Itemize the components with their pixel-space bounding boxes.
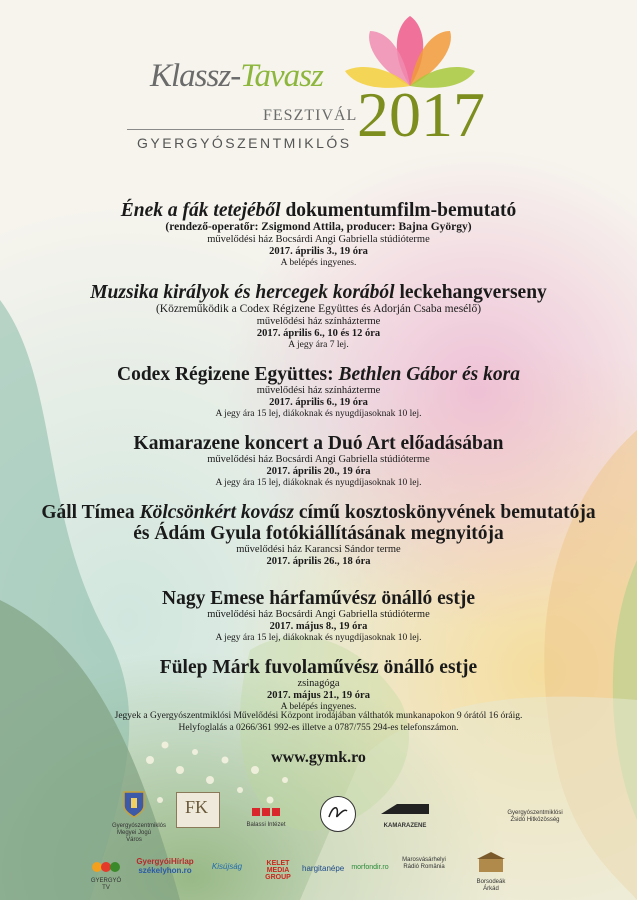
sponsor-hargitanepe: hargitanépe <box>302 864 345 873</box>
event-date: 2017. április 20., 19 óra <box>266 466 371 477</box>
gymk-logo-icon <box>183 793 213 819</box>
sponsor-zsido <box>500 810 570 824</box>
ticket-info-line2: Helyfoglalás a 0266/361 992-es illetve a 0787/755 294-es telefonszámon. <box>178 723 459 733</box>
town-name: GYERGYÓSZENTMIKLÓS <box>137 135 352 151</box>
sponsor-city-label: Gyergyószentmiklós Megyei Jogú Város <box>112 823 167 843</box>
event-2 <box>0 282 637 351</box>
event-7 <box>0 657 637 713</box>
event-price: A jegy ára 15 lej, diákoknak és nyugdíjasoknak 10 lej. <box>215 478 422 488</box>
event-date: 2017. április 6., 10 és 12 óra <box>256 328 381 339</box>
piano-icon <box>377 800 433 818</box>
event-title <box>0 282 637 303</box>
festival-year: 2017 <box>357 79 485 150</box>
event-venue: művelődési ház színházterme <box>256 385 381 396</box>
coat-of-arms-icon <box>122 790 146 818</box>
festival-name-tavasz: Tavasz <box>240 58 323 94</box>
website-link[interactable]: www.gymk.ro <box>271 749 366 766</box>
event-4 <box>0 433 637 489</box>
event-title <box>0 502 637 523</box>
event-subtitle: (Közreműködik a Codex Régizene Együttes és Adorján Csaba mesélő) <box>155 303 482 315</box>
sponsor-balassi <box>234 804 298 829</box>
event-price: A jegy ára 15 lej, diákoknak és nyugdíjasoknak 10 lej. <box>215 409 422 419</box>
sponsor-szekelyhon-label: székelyhon.ro <box>138 866 192 875</box>
event-price: A belépés ingyenes. <box>280 702 357 712</box>
event-title <box>0 364 637 385</box>
event-5 <box>0 502 637 568</box>
balassi-logo-icon <box>252 807 280 817</box>
event-title <box>0 200 637 221</box>
sponsor-gymk <box>176 792 220 828</box>
festival-header <box>0 0 637 185</box>
event-3 <box>0 364 637 420</box>
tv-logo-icon <box>92 861 120 873</box>
sponsor-gyergyo-tv <box>88 860 124 892</box>
event-venue: művelődési ház Bocsárdi Angi Gabriella stúdióterme <box>207 234 430 245</box>
event-6 <box>0 588 637 644</box>
sponsor-hirlap <box>134 857 196 875</box>
sponsor-balassi-label: Balassi Intézet <box>246 822 286 828</box>
event-title-italic: Bethlen Gábor és kora <box>338 364 520 385</box>
logo-divider <box>127 129 344 130</box>
sponsor-kelet: KELET MEDIA GROUP <box>265 860 291 881</box>
event-price: A belépés ingyenes. <box>280 258 357 268</box>
signature-logo-icon <box>323 797 353 827</box>
event-title-italic: Kölcsönkért kovász <box>139 502 294 523</box>
event-venue: művelődési ház Bocsárdi Angi Gabriella stúdióterme <box>207 454 430 465</box>
sponsor-radio <box>396 857 452 871</box>
sponsor-round-logo <box>320 796 356 832</box>
event-title-italic: Ének a fák tetejéből <box>120 200 281 221</box>
festival-name <box>150 58 323 95</box>
sponsor-kamarazene-label: KAMARAZENE <box>383 823 427 829</box>
sponsor-morfondir: morfondir.ro <box>351 864 389 871</box>
festival-name-klassz: Klassz- <box>150 58 241 94</box>
event-venue: művelődési ház Karancsi Sándor terme <box>236 544 401 555</box>
sponsor-city <box>112 790 167 844</box>
event-title-rest: dokumentumfilm-bemutató <box>280 200 517 221</box>
sponsor-zsido-label: Gyergyószentmiklósi Zsidó Hitközösség <box>507 810 563 823</box>
event-1 <box>0 200 637 269</box>
event-date: 2017. április 3., 19 óra <box>269 246 368 257</box>
ticket-info-line1: Jegyek a Gyergyószentmiklósi Művelődési Központ irodájában válthatók munkanapokon 9 órától 16 óráig. <box>114 711 523 721</box>
event-date: 2017. április 26., 18 óra <box>266 556 371 567</box>
ticket-info <box>0 710 637 734</box>
event-date: 2017. április 6., 19 óra <box>269 397 368 408</box>
sponsor-hirlap-label: GyergyóiHírlap <box>136 857 194 866</box>
sponsor-borsodeak <box>474 852 508 893</box>
event-subtitle: (rendező-operatőr: Zsigmond Attila, producer: Bajna György) <box>165 221 472 233</box>
event-venue: művelődési ház Bocsárdi Angi Gabriella stúdióterme <box>207 609 430 620</box>
event-title: Fülep Márk fuvolaművész önálló estje <box>159 657 478 678</box>
building-logo-icon <box>477 852 505 874</box>
event-venue: zsinagóga <box>297 678 340 689</box>
svg-text:FK: FK <box>185 797 209 817</box>
sponsor-kamarazene <box>374 800 436 830</box>
event-title-italic: Muzsika királyok és hercegek korából <box>90 282 395 303</box>
event-list <box>0 200 637 726</box>
event-title-plain: Codex Régizene Együttes: <box>117 364 339 385</box>
event-title-rest: című kosztoskönyvének bemutatója <box>293 502 596 523</box>
event-date: 2017. május 8., 19 óra <box>269 621 368 632</box>
sponsor-kisujsag: Kisújság <box>211 862 243 871</box>
event-title-rest: leckehangverseny <box>394 282 547 303</box>
sponsor-borsodeak-label: Borsodeák Árkád <box>476 879 506 892</box>
event-title-plain: Gáll Tímea <box>41 502 140 523</box>
event-price: A jegy ára 15 lej, diákoknak és nyugdíjasoknak 10 lej. <box>215 633 422 643</box>
event-venue: művelődési ház színházterme <box>256 316 381 327</box>
event-title: Nagy Emese hárfaművész önálló estje <box>161 588 476 609</box>
event-date: 2017. május 21., 19 óra <box>267 690 370 701</box>
sponsor-gyergyo-tv-label: GYERGYÓ TV <box>90 878 122 891</box>
event-price: A jegy ára 7 lej. <box>288 340 349 350</box>
festival-label: FESZTIVÁL <box>263 107 358 124</box>
event-title-line2: és Ádám Gyula fotókiállításának megnyitója <box>133 523 504 544</box>
event-title: Kamarazene koncert a Duó Art előadásában <box>133 433 504 454</box>
sponsor-radio-label: Marosvásárhelyi Rádió România <box>402 857 446 870</box>
